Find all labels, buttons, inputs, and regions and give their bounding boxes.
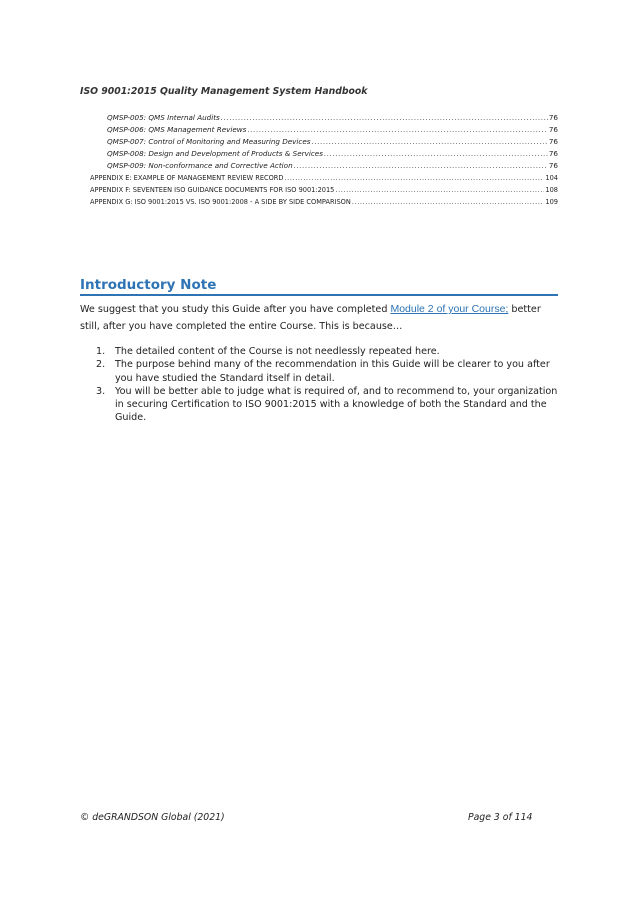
toc-entry-title: QMSP-009: Non-conformance and Corrective Action (107, 161, 293, 170)
footer-page-number: Page 3 of 114 (468, 812, 533, 823)
toc-entry-title: APPENDIX G: ISO 9001:2015 VS. ISO 9001:2008 - A SIDE BY SIDE COMPARISON (90, 198, 351, 206)
list-number: 1. (96, 346, 106, 357)
reasons-list (96, 345, 558, 425)
toc-entry-title: QMSP-006: QMS Management Reviews (107, 125, 247, 134)
toc-entry-qmsp-005[interactable] (80, 112, 558, 124)
toc-entry-page: 76 (548, 125, 558, 134)
list-item-text: You will be better able to judge what is required of, and to recommend to, your organization in securing Certification to ISO 9001:2015 with a knowledge of both the Standard and the Guide. (115, 385, 558, 424)
toc-entry-page: 76 (548, 113, 558, 122)
toc-entry-page: 76 (548, 149, 558, 158)
paragraph-text-start: We suggest that you study this Guide after you have completed (80, 304, 391, 315)
paragraph-text-end: better still, after you have completed the entire Course. This is because… (80, 304, 541, 332)
footer-copyright: © deGRANDSON Global (2021) (80, 812, 225, 823)
toc-entry-title: APPENDIX F: SEVENTEEN ISO GUIDANCE DOCUMENTS FOR ISO 9001:2015 (90, 186, 335, 194)
list-number: 2. (96, 359, 106, 371)
list-item (96, 385, 558, 425)
list-item (96, 358, 558, 385)
toc-entry-page: 76 (548, 137, 558, 146)
toc-leader (284, 172, 544, 184)
toc-entry-page: 76 (548, 161, 558, 170)
toc-entry-page: 108 (545, 186, 558, 194)
toc-leader (335, 184, 544, 196)
running-header: ISO 9001:2015 Quality Management System Handbook (80, 86, 368, 97)
toc-entry-qmsp-007[interactable] (80, 136, 558, 148)
toc-entry-title: QMSP-005: QMS Internal Audits (107, 113, 220, 122)
toc-entry-title: APPENDIX E: EXAMPLE OF MANAGEMENT REVIEW RECORD (90, 174, 284, 182)
heading-underline (80, 294, 558, 296)
toc-leader (312, 136, 548, 148)
section-heading: Introductory Note (80, 277, 217, 293)
toc-entry-qmsp-008[interactable] (80, 148, 558, 160)
list-item (96, 345, 558, 358)
toc-entry-appendix-f[interactable] (80, 184, 558, 196)
module-link[interactable]: Module 2 of your Course; (390, 303, 509, 315)
toc-entry-page: 104 (545, 174, 558, 182)
toc-leader (352, 196, 545, 208)
toc-leader (247, 124, 547, 136)
toc-entry-title: QMSP-008: Design and Development of Products & Services (107, 149, 323, 158)
toc-entry-appendix-g[interactable] (80, 196, 558, 208)
toc-leader (221, 112, 548, 124)
intro-paragraph (80, 301, 560, 335)
toc-entry-appendix-e[interactable] (80, 172, 558, 184)
toc-leader (324, 148, 548, 160)
toc-entry-qmsp-006[interactable] (80, 124, 558, 136)
list-number: 3. (96, 385, 106, 397)
list-item-text: The detailed content of the Course is not needlessly repeated here. (115, 346, 440, 357)
toc-entry-qmsp-009[interactable] (80, 160, 558, 172)
list-item-text: The purpose behind many of the recommendation in this Guide will be clearer to you after you have studied the Standard itself in detail. (115, 359, 550, 384)
toc-leader (294, 160, 548, 172)
table-of-contents (80, 112, 558, 208)
toc-entry-page: 109 (545, 198, 558, 206)
toc-entry-title: QMSP-007: Control of Monitoring and Measuring Devices (107, 137, 311, 146)
